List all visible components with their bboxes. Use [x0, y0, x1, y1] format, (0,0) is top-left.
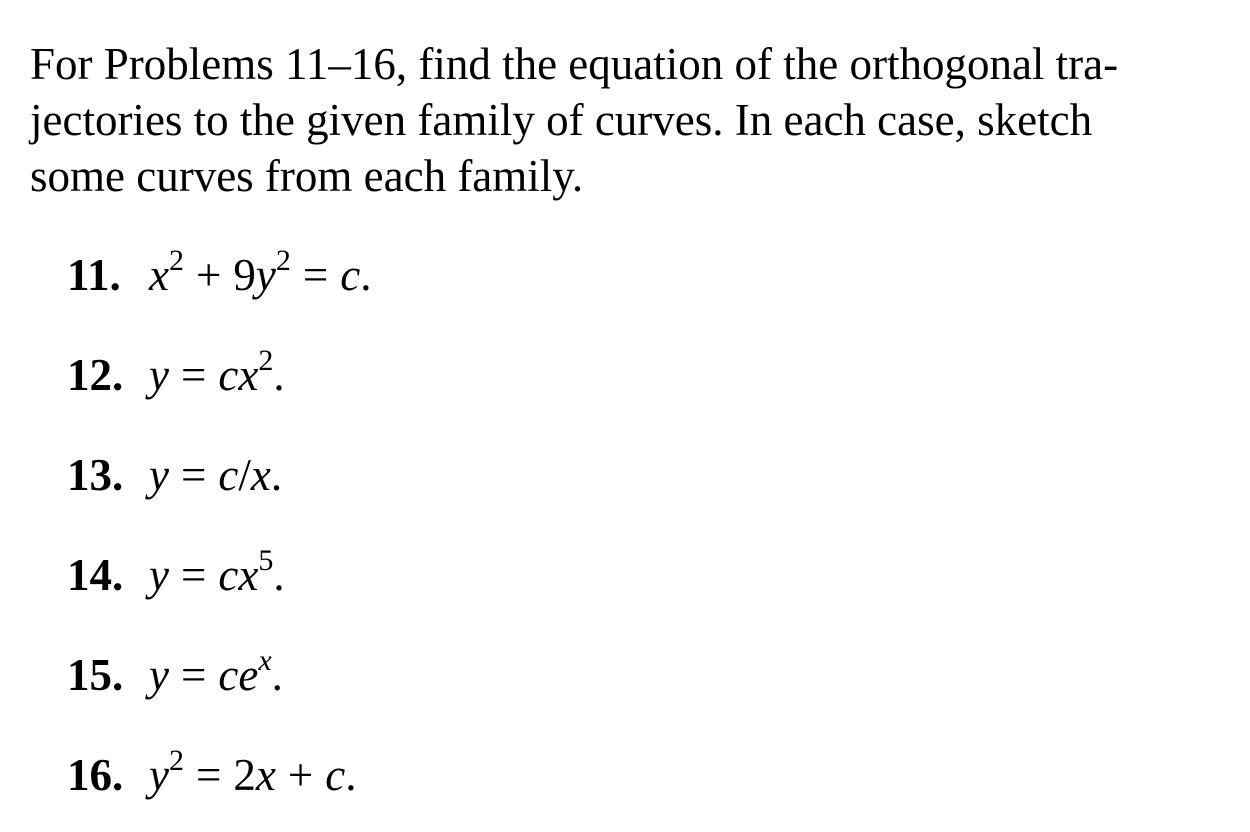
problem-number: 14.	[67, 550, 124, 600]
math-coefficient: 2	[233, 750, 256, 800]
math-var: c	[340, 250, 361, 300]
problem-equation	[149, 344, 285, 400]
math-operator: =	[180, 350, 207, 400]
math-var: x	[238, 350, 259, 400]
instruction-line-1: For Problems 11–16, find the equation of the orthogonal tra-	[30, 39, 1119, 89]
math-operator: =	[302, 250, 329, 300]
math-var: y	[149, 550, 169, 600]
problem-number: 16.	[67, 750, 124, 800]
math-exponent: 2	[275, 244, 291, 277]
problem-equation	[149, 744, 357, 800]
math-var: y	[255, 250, 276, 300]
problem-15	[67, 644, 283, 700]
math-operator: =	[180, 550, 207, 600]
problem-16	[67, 744, 357, 800]
problem-number: 15.	[67, 650, 124, 700]
problem-equation	[149, 450, 282, 500]
math-operator: =	[180, 450, 207, 500]
instruction-line-3: some curves from each family.	[30, 151, 584, 201]
problem-14	[67, 544, 285, 600]
math-var: c	[218, 450, 239, 500]
problem-number: 13.	[67, 450, 124, 500]
instruction-line-2: jectories to the given family of curves. In each case, sketch	[30, 95, 1093, 145]
problem-12	[67, 344, 285, 400]
problem-instructions	[30, 36, 1210, 204]
math-var: y	[149, 750, 169, 800]
problem-11	[67, 244, 372, 300]
math-exponent: 2	[168, 244, 184, 277]
math-exponent: 2	[258, 344, 274, 377]
math-var: y	[149, 350, 169, 400]
math-slash: /	[238, 450, 251, 500]
math-var: y	[149, 650, 169, 700]
problem-equation	[149, 244, 372, 300]
math-var: c	[218, 650, 239, 700]
math-period: .	[273, 550, 285, 600]
math-var: x	[250, 450, 271, 500]
math-var: c	[218, 350, 239, 400]
math-period: .	[360, 250, 372, 300]
problem-number: 11.	[67, 250, 121, 300]
math-var: c	[218, 550, 239, 600]
math-period: .	[271, 650, 283, 700]
math-period: .	[273, 350, 285, 400]
math-var: x	[255, 750, 276, 800]
math-exponent: 2	[168, 744, 184, 777]
math-exponent: 5	[258, 544, 274, 577]
problem-equation	[149, 644, 283, 700]
problem-number: 12.	[67, 350, 124, 400]
math-var: x	[238, 550, 259, 600]
math-operator: =	[195, 750, 222, 800]
problem-equation	[149, 544, 285, 600]
math-exponent: x	[258, 644, 272, 677]
math-period: .	[270, 450, 283, 500]
math-period: .	[345, 750, 357, 800]
math-operator: +	[195, 250, 222, 300]
math-var: e	[238, 650, 259, 700]
math-operator: =	[180, 650, 207, 700]
math-coefficient: 9	[233, 250, 256, 300]
math-operator: +	[287, 750, 314, 800]
math-var: y	[149, 450, 169, 500]
math-var: x	[149, 250, 169, 300]
math-var: c	[325, 750, 346, 800]
problem-13	[67, 450, 282, 500]
